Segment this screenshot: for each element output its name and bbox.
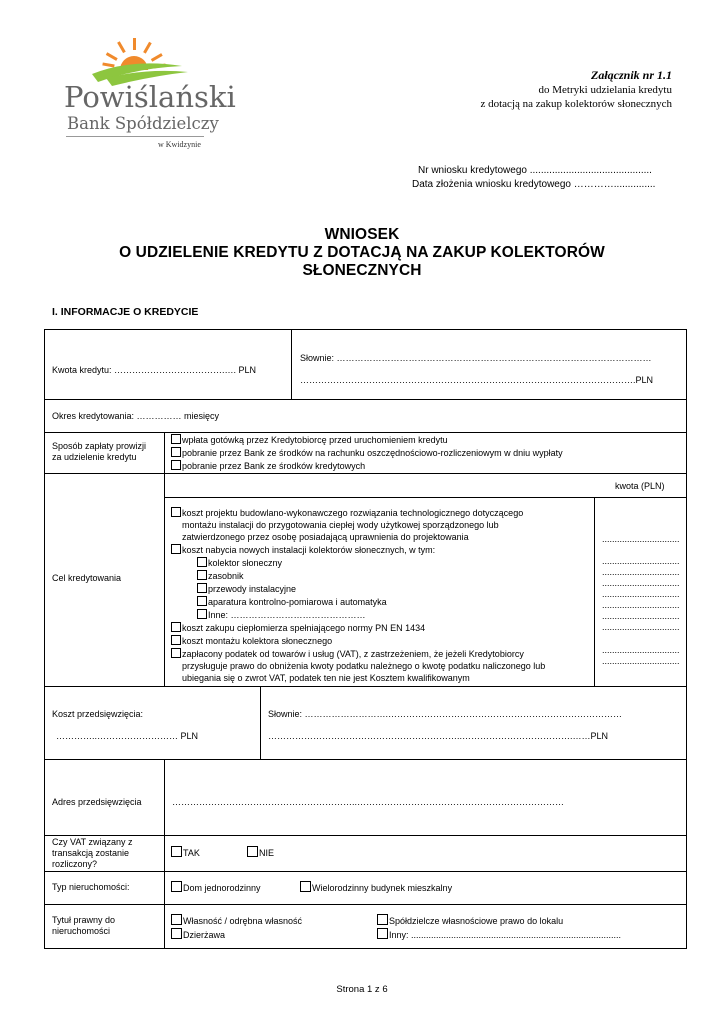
cost-words-label[interactable]: Słownie: ……………………….…………………………………………………………………… bbox=[268, 709, 623, 719]
purpose-vat-line3: ubiegania się o zwrot VAT, podatek ten nie jest Kosztem kwalifikowanym bbox=[182, 673, 470, 683]
checkbox[interactable] bbox=[197, 583, 207, 593]
vat-no-label: NIE bbox=[259, 848, 275, 858]
document-title-line3: SŁONECZNYCH bbox=[302, 262, 422, 279]
amount-field-heat-meter[interactable]: ............................... bbox=[602, 622, 680, 632]
amount-column-header: kwota (PLN) bbox=[615, 481, 665, 491]
checkbox[interactable] bbox=[171, 648, 181, 658]
title-coop-option[interactable] bbox=[377, 914, 563, 926]
application-date-field[interactable]: …………............... bbox=[573, 179, 656, 190]
commission-label-2: za udzielenie kredytu bbox=[52, 452, 137, 462]
commission-option-account[interactable] bbox=[171, 447, 563, 458]
commission-option-credit[interactable] bbox=[171, 460, 365, 471]
logo-divider bbox=[66, 136, 204, 137]
loan-amount-words-field[interactable]: ………………………………………………………………………………………………….PLN bbox=[300, 375, 654, 385]
title-other-label: Inny: .................................................................................... bbox=[389, 930, 622, 940]
logo-place: w Kwidzynie bbox=[158, 140, 201, 149]
loan-amount-words-label[interactable]: Słownie: …………………………………………………………………………………………… bbox=[300, 353, 652, 363]
commission-option-label: pobranie przez Bank ze środków kredytowych bbox=[182, 461, 366, 471]
loan-amount-field[interactable]: Kwota kredytu: ……………………………….…. PLN bbox=[52, 365, 257, 375]
property-type-label: Typ nieruchomości: bbox=[52, 882, 130, 892]
document-title-line1: WNIOSEK bbox=[324, 226, 400, 243]
cost-label: Koszt przedsięwzięcia: bbox=[52, 709, 144, 719]
property-multi-option[interactable] bbox=[300, 881, 452, 893]
checkbox[interactable] bbox=[171, 914, 182, 925]
purpose-project-label: koszt projektu budowlano-wykonawczego rozwiązania technologicznego dotyczącego bbox=[182, 508, 524, 518]
purpose-project-line2: montażu instalacji do przygotowania ciepłej wody użytkowej sporządzonego lub bbox=[182, 520, 499, 530]
property-multi-label: Wielorodzinny budynek mieszkalny bbox=[312, 883, 453, 893]
purpose-assembly-label: koszt montażu kolektora słonecznego bbox=[182, 636, 333, 646]
application-date-label: Data złożenia wniosku kredytowego bbox=[412, 179, 571, 190]
checkbox[interactable] bbox=[300, 881, 311, 892]
checkbox[interactable] bbox=[171, 846, 182, 857]
amount-field-assembly[interactable]: ............................... bbox=[602, 645, 680, 655]
purpose-sub-automation[interactable] bbox=[197, 596, 387, 607]
page-number: Strona 1 z 6 bbox=[336, 984, 388, 995]
checkbox[interactable] bbox=[171, 881, 182, 892]
checkbox[interactable] bbox=[171, 460, 181, 470]
checkbox[interactable] bbox=[171, 544, 181, 554]
bank-logo bbox=[62, 38, 236, 153]
application-number-label: Nr wniosku kredytowego bbox=[418, 165, 527, 176]
purpose-vat[interactable] bbox=[171, 648, 524, 659]
annex-line2: z dotacją na zakup kolektorów słonecznych bbox=[480, 98, 672, 110]
application-number bbox=[418, 165, 652, 176]
cost-field[interactable]: …………..……………………… PLN bbox=[56, 731, 199, 741]
title-lease-label: Dzierżawa bbox=[183, 930, 226, 940]
annex-line1: do Metryki udzielania kredytu bbox=[538, 84, 672, 96]
document-title-line2: O UDZIELENIE KREDYTU Z DOTACJĄ NA ZAKUP KOLEKTORÓW bbox=[119, 244, 605, 261]
purpose-sub-label: kolektor słoneczny bbox=[208, 558, 283, 568]
checkbox[interactable] bbox=[197, 570, 207, 580]
purpose-sub-label: przewody instalacyjne bbox=[208, 584, 297, 594]
amount-field-project[interactable]: ............................... bbox=[602, 534, 680, 544]
section-heading: I. INFORMACJE O KREDYCIE bbox=[52, 306, 199, 318]
amount-field-automation[interactable]: ............................... bbox=[602, 600, 680, 610]
commission-option-label: wpłata gotówką przez Kredytobiorcę przed uruchomieniem kredytu bbox=[182, 435, 448, 445]
checkbox[interactable] bbox=[171, 434, 181, 444]
purpose-sub-label: aparatura kontrolno-pomiarowa i automatyka bbox=[208, 597, 387, 607]
checkbox[interactable] bbox=[171, 447, 181, 457]
vat-yes-label: TAK bbox=[183, 848, 200, 858]
purpose-project[interactable] bbox=[171, 507, 523, 518]
amount-field-other[interactable]: ............................... bbox=[602, 611, 680, 621]
purpose-vat-label: zapłacony podatek od towarów i usług (VAT), z zastrzeżeniem, że jeżeli Kredytobiorcy bbox=[182, 649, 524, 659]
vat-no-option[interactable] bbox=[247, 846, 274, 858]
checkbox[interactable] bbox=[197, 596, 207, 606]
purpose-new-install-label: koszt nabycia nowych instalacji kolektorów słonecznych, w tym: bbox=[182, 545, 436, 555]
application-number-field[interactable]: ............................................ bbox=[529, 165, 652, 176]
application-date bbox=[412, 179, 655, 190]
purpose-heat-meter[interactable] bbox=[171, 622, 425, 633]
legal-title-label-1: Tytuł prawny do bbox=[52, 915, 116, 925]
vat-question-1: Czy VAT związany z bbox=[52, 837, 133, 847]
checkbox[interactable] bbox=[171, 622, 181, 632]
annex-title: Załącznik nr 1.1 bbox=[590, 68, 672, 82]
amount-field-tank[interactable]: ............................... bbox=[602, 578, 680, 588]
purpose-sub-label: Inne: ……………………………………… bbox=[208, 610, 366, 620]
vat-question-3: rozliczony? bbox=[52, 859, 98, 869]
checkbox[interactable] bbox=[171, 635, 181, 645]
checkbox[interactable] bbox=[197, 557, 207, 567]
purpose-sub-label: zasobnik bbox=[208, 571, 244, 581]
purpose-sub-other[interactable] bbox=[197, 609, 366, 620]
title-ownership-option[interactable] bbox=[171, 914, 302, 926]
amount-field-vat[interactable]: ............................... bbox=[602, 656, 680, 666]
vat-question-2: transakcją zostanie bbox=[52, 848, 130, 858]
purpose-sub-pipes[interactable] bbox=[197, 583, 296, 594]
purpose-label: Cel kredytowania bbox=[52, 573, 122, 583]
checkbox[interactable] bbox=[171, 507, 181, 517]
vat-yes-option[interactable] bbox=[171, 846, 200, 858]
property-house-label: Dom jednorodzinny bbox=[183, 883, 261, 893]
purpose-new-install[interactable] bbox=[171, 544, 435, 555]
logo-subname: Bank Spółdzielczy bbox=[67, 114, 219, 133]
purpose-heat-meter-label: koszt zakupu ciepłomierza spełniającego normy PN EN 1434 bbox=[182, 623, 426, 633]
purpose-sub-tank[interactable] bbox=[197, 570, 244, 581]
amount-field-collector[interactable]: ............................... bbox=[602, 567, 680, 577]
checkbox[interactable] bbox=[377, 914, 388, 925]
cost-words-field[interactable]: ………………………………………………………..……………………………….……PLN bbox=[268, 731, 609, 741]
address-field[interactable]: ……………………………………………………..…………………………………………………………… bbox=[172, 797, 565, 807]
purpose-sub-collector[interactable] bbox=[197, 557, 282, 568]
amount-field-pipes[interactable]: ............................... bbox=[602, 589, 680, 599]
legal-title-label-2: nieruchomości bbox=[52, 926, 111, 936]
checkbox[interactable] bbox=[197, 609, 207, 619]
title-ownership-label: Własność / odrębna własność bbox=[183, 916, 303, 926]
title-coop-label: Spółdzielcze własnościowe prawo do lokalu bbox=[389, 916, 564, 926]
purpose-project-line3: zatwierdzonego przez osobę posiadającą uprawnienia do projektowania bbox=[182, 532, 469, 542]
commission-label-1: Sposób zapłaty prowizji bbox=[52, 441, 147, 451]
amount-field-new-install[interactable]: ............................... bbox=[602, 556, 680, 566]
commission-option-cash[interactable] bbox=[171, 434, 448, 445]
commission-option-label: pobranie przez Bank ze środków na rachunku oszczędnościowo-rozliczeniowym w dniu wypłaty bbox=[182, 448, 563, 458]
title-other-option[interactable] bbox=[377, 928, 621, 940]
title-lease-option[interactable] bbox=[171, 928, 225, 940]
logo-name: Powiślański bbox=[64, 80, 236, 114]
property-house-option[interactable] bbox=[171, 881, 261, 893]
checkbox[interactable] bbox=[247, 846, 258, 857]
purpose-vat-line2: przysługuje prawo do obniżenia kwoty podatku należnego o kwotę podatku naliczonego lub bbox=[182, 661, 546, 671]
purpose-assembly[interactable] bbox=[171, 635, 332, 646]
loan-period-field[interactable]: Okres kredytowania: …………… miesięcy bbox=[52, 411, 220, 421]
checkbox[interactable] bbox=[171, 928, 182, 939]
checkbox[interactable] bbox=[377, 928, 388, 939]
address-label: Adres przedsięwzięcia bbox=[52, 797, 142, 807]
